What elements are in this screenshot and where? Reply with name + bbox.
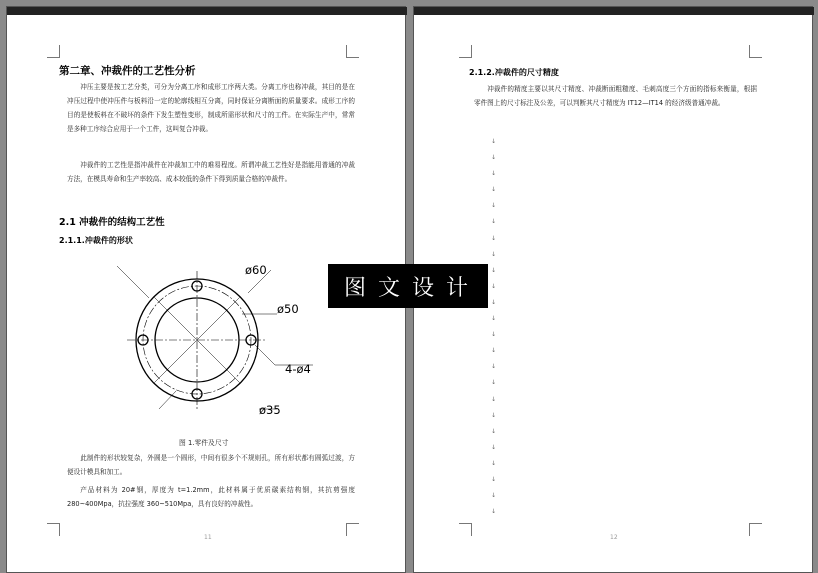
page-top-edge	[414, 7, 814, 15]
subsection-title: 2.1.1.冲裁件的形状	[59, 236, 133, 245]
page-number: 11	[204, 534, 212, 541]
dim-holes-label: 4-ø4	[285, 362, 311, 376]
dim-middle-label: ø50	[277, 302, 299, 316]
corner-mark	[346, 523, 359, 536]
corner-mark	[459, 45, 472, 58]
watermark-banner: 图文设计	[328, 264, 488, 308]
dim-outer-label: ø60	[245, 263, 267, 277]
part-drawing	[117, 249, 332, 429]
corner-mark	[749, 523, 762, 536]
figure-caption: 图 1.零件及尺寸	[179, 439, 229, 447]
corner-mark	[47, 45, 60, 58]
page-top-edge	[7, 7, 407, 15]
paragraph: 此制件的形状较复杂，外圆是一个圆形，中间有很多个不规则孔，所有形状都有圆弧过渡，方便设计模具和加工。	[67, 454, 355, 476]
chapter-title: 第二章、冲裁件的工艺性分析	[59, 65, 196, 77]
page-number: 12	[610, 534, 618, 541]
corner-mark	[47, 523, 60, 536]
paragraph: 冲压主要是按工艺分类，可分为分离工序和成形工序两大类。分离工序也称冲裁，其目的是在冲压过程中使冲压件与板料沿一定的轮廓线相互分离，同时保证分离断面的质量要求。成形工序的目的是使板料在不破坏的条件下发生塑性变形，制成所需形状和尺寸的工件。在实际生产中，常常是多种工序综合应用于一个工件，这叫复合冲裁。	[67, 83, 355, 133]
corner-mark	[749, 45, 762, 58]
dim-inner-label: ø35	[259, 403, 281, 417]
subsection-title: 2.1.2.冲裁件的尺寸精度	[469, 68, 559, 77]
corner-mark	[459, 523, 472, 536]
paragraph: 冲裁件的工艺性是指冲裁件在冲裁加工中的难易程度。所谓冲裁工艺性好是指能用普通的冲裁方法，在模具寿命和生产率较高、成本较低的条件下得到质量合格的冲裁件。	[67, 161, 355, 183]
paragraph: 产品材料为 20#钢，厚度为 t=1.2mm，此材料属于优质碳素结构钢，其抗剪强度 280~400Mpa，抗拉强度 360~510Mpa，具有良好的冲裁性。	[67, 486, 355, 508]
paragraph: 冲裁件的精度主要以其尺寸精度、冲裁断面粗糙度、毛刺高度三个方面的指标来衡量，根据零件图上的尺寸标注及公差，可以判断其尺寸精度为 IT12—IT14 的经济级普通冲裁。	[474, 85, 757, 107]
empty-paragraph-marks: ↓ ↓ ↓ ↓ ↓ ↓ ↓ ↓ ↓ ↓ ↓ ↓ ↓ ↓ ↓ ↓ ↓ ↓ ↓ ↓ ↓ ↓ ↓ ↓	[491, 138, 497, 516]
section-title: 2.1 冲裁件的结构工艺性	[59, 217, 165, 228]
corner-mark	[346, 45, 359, 58]
